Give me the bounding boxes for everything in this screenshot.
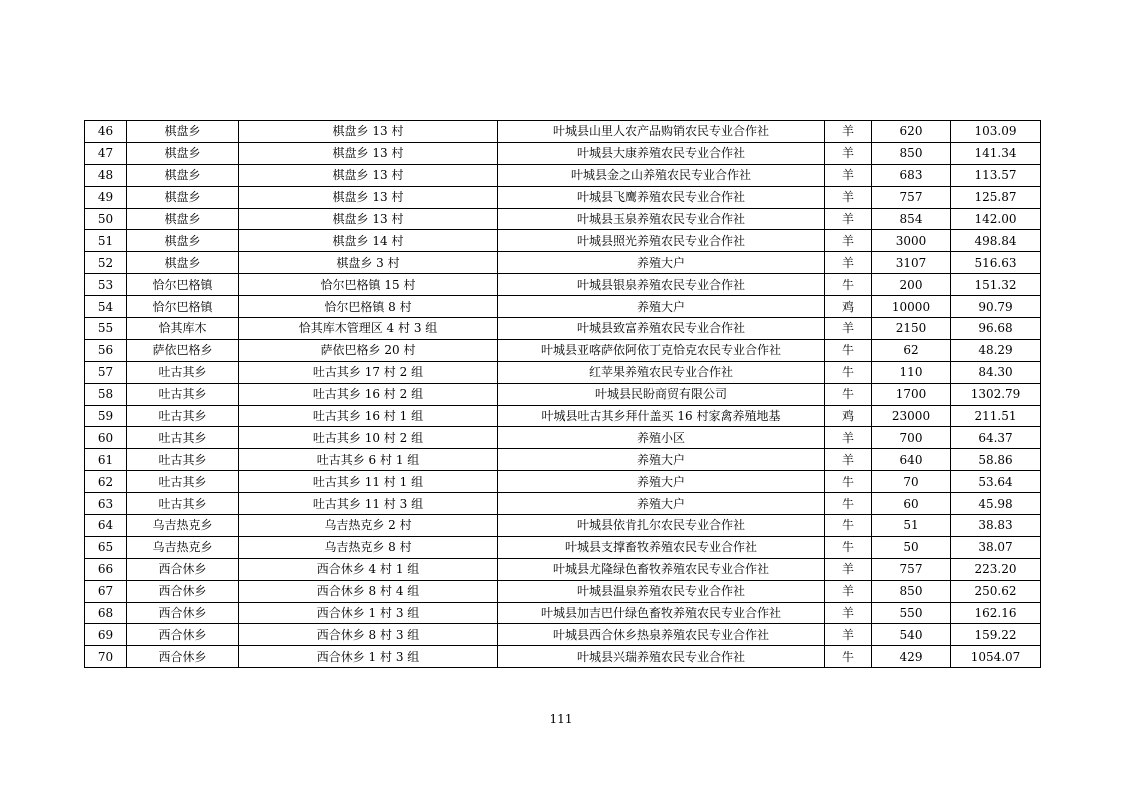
cell-quantity: 757 (872, 558, 951, 580)
cell-quantity: 429 (872, 646, 951, 668)
cell-quantity: 620 (872, 121, 951, 143)
cell-livestock-type: 羊 (825, 230, 872, 252)
cell-township: 吐古其乡 (127, 471, 239, 493)
table-body (85, 121, 1041, 668)
cell-quantity: 757 (872, 186, 951, 208)
table-row (85, 471, 1041, 493)
cell-township: 吐古其乡 (127, 449, 239, 471)
cell-row-index: 64 (85, 515, 127, 537)
cell-quantity: 550 (872, 602, 951, 624)
cell-township: 棋盘乡 (127, 142, 239, 164)
cell-entity-name: 叶城县兴瑞养殖农民专业合作社 (498, 646, 825, 668)
cell-village: 乌吉热克乡 2 村 (239, 515, 498, 537)
table-row (85, 646, 1041, 668)
cell-quantity: 3000 (872, 230, 951, 252)
cell-amount: 223.20 (951, 558, 1041, 580)
cell-livestock-type: 牛 (825, 536, 872, 558)
cell-township: 西合休乡 (127, 558, 239, 580)
cell-livestock-type: 羊 (825, 142, 872, 164)
cell-entity-name: 叶城县致富养殖农民专业合作社 (498, 318, 825, 340)
table-row (85, 164, 1041, 186)
cell-amount: 498.84 (951, 230, 1041, 252)
cell-row-index: 68 (85, 602, 127, 624)
cell-amount: 125.87 (951, 186, 1041, 208)
cell-amount: 58.86 (951, 449, 1041, 471)
cell-livestock-type: 羊 (825, 164, 872, 186)
cell-livestock-type: 羊 (825, 449, 872, 471)
cell-village: 西合休乡 8 村 4 组 (239, 580, 498, 602)
cell-quantity: 62 (872, 339, 951, 361)
table-row (85, 186, 1041, 208)
cell-village: 西合休乡 1 村 3 组 (239, 646, 498, 668)
cell-quantity: 51 (872, 515, 951, 537)
cell-entity-name: 叶城县金之山养殖农民专业合作社 (498, 164, 825, 186)
cell-row-index: 65 (85, 536, 127, 558)
cell-quantity: 23000 (872, 405, 951, 427)
cell-township: 西合休乡 (127, 602, 239, 624)
cell-livestock-type: 羊 (825, 602, 872, 624)
cell-village: 吐古其乡 16 村 1 组 (239, 405, 498, 427)
table-row (85, 602, 1041, 624)
cell-entity-name: 叶城县依肯扎尔农民专业合作社 (498, 515, 825, 537)
cell-livestock-type: 羊 (825, 318, 872, 340)
table-row (85, 427, 1041, 449)
cell-row-index: 56 (85, 339, 127, 361)
cell-entity-name: 叶城县飞鹰养殖农民专业合作社 (498, 186, 825, 208)
cell-entity-name: 叶城县温泉养殖农民专业合作社 (498, 580, 825, 602)
table-row (85, 515, 1041, 537)
table-row (85, 383, 1041, 405)
cell-township: 乌吉热克乡 (127, 536, 239, 558)
cell-row-index: 50 (85, 208, 127, 230)
cell-village: 吐古其乡 6 村 1 组 (239, 449, 498, 471)
cell-quantity: 200 (872, 274, 951, 296)
cell-amount: 1054.07 (951, 646, 1041, 668)
cell-township: 恰其库木 (127, 318, 239, 340)
cell-livestock-type: 牛 (825, 339, 872, 361)
cell-township: 吐古其乡 (127, 405, 239, 427)
cell-amount: 103.09 (951, 121, 1041, 143)
cell-village: 恰尔巴格镇 8 村 (239, 296, 498, 318)
cell-amount: 141.34 (951, 142, 1041, 164)
cell-entity-name: 叶城县山里人农产品购销农民专业合作社 (498, 121, 825, 143)
cell-row-index: 63 (85, 493, 127, 515)
cell-livestock-type: 牛 (825, 471, 872, 493)
cell-quantity: 2150 (872, 318, 951, 340)
cell-amount: 38.07 (951, 536, 1041, 558)
cell-township: 乌吉热克乡 (127, 515, 239, 537)
cell-amount: 53.64 (951, 471, 1041, 493)
cell-row-index: 70 (85, 646, 127, 668)
cell-village: 吐古其乡 17 村 2 组 (239, 361, 498, 383)
table-row (85, 296, 1041, 318)
cell-quantity: 850 (872, 580, 951, 602)
cell-entity-name: 养殖大户 (498, 296, 825, 318)
cell-entity-name: 养殖小区 (498, 427, 825, 449)
cell-row-index: 57 (85, 361, 127, 383)
cell-township: 西合休乡 (127, 646, 239, 668)
table-row (85, 624, 1041, 646)
cell-livestock-type: 羊 (825, 427, 872, 449)
cell-row-index: 49 (85, 186, 127, 208)
table-row (85, 230, 1041, 252)
table-row (85, 339, 1041, 361)
cell-township: 西合休乡 (127, 624, 239, 646)
cell-village: 棋盘乡 3 村 (239, 252, 498, 274)
cell-township: 西合休乡 (127, 580, 239, 602)
page-number: 111 (549, 712, 573, 726)
cell-row-index: 58 (85, 383, 127, 405)
cell-quantity: 60 (872, 493, 951, 515)
cell-livestock-type: 牛 (825, 361, 872, 383)
cell-entity-name: 叶城县西合休乡热泉养殖农民专业合作社 (498, 624, 825, 646)
cell-row-index: 48 (85, 164, 127, 186)
cell-village: 西合休乡 1 村 3 组 (239, 602, 498, 624)
cell-entity-name: 红苹果养殖农民专业合作社 (498, 361, 825, 383)
table-row (85, 361, 1041, 383)
cell-entity-name: 养殖大户 (498, 252, 825, 274)
cell-entity-name: 叶城县支撑畜牧养殖农民专业合作社 (498, 536, 825, 558)
cell-township: 棋盘乡 (127, 121, 239, 143)
cell-row-index: 66 (85, 558, 127, 580)
cell-quantity: 1700 (872, 383, 951, 405)
cell-amount: 1302.79 (951, 383, 1041, 405)
cell-row-index: 62 (85, 471, 127, 493)
cell-township: 恰尔巴格镇 (127, 274, 239, 296)
cell-township: 萨依巴格乡 (127, 339, 239, 361)
cell-entity-name: 叶城县吐古其乡拜什盖买 16 村家禽养殖地基 (498, 405, 825, 427)
cell-village: 棋盘乡 13 村 (239, 208, 498, 230)
cell-village: 吐古其乡 16 村 2 组 (239, 383, 498, 405)
cell-row-index: 47 (85, 142, 127, 164)
cell-livestock-type: 牛 (825, 383, 872, 405)
cell-quantity: 10000 (872, 296, 951, 318)
table-row (85, 252, 1041, 274)
cell-amount: 159.22 (951, 624, 1041, 646)
cell-entity-name: 叶城县照光养殖农民专业合作社 (498, 230, 825, 252)
cell-entity-name: 养殖大户 (498, 471, 825, 493)
cell-row-index: 69 (85, 624, 127, 646)
cell-livestock-type: 羊 (825, 208, 872, 230)
cell-entity-name: 叶城县加吉巴什绿色畜牧养殖农民专业合作社 (498, 602, 825, 624)
cell-livestock-type: 羊 (825, 186, 872, 208)
cell-quantity: 70 (872, 471, 951, 493)
cell-quantity: 854 (872, 208, 951, 230)
cell-row-index: 51 (85, 230, 127, 252)
cell-village: 棋盘乡 13 村 (239, 164, 498, 186)
table-row (85, 142, 1041, 164)
cell-village: 吐古其乡 11 村 1 组 (239, 471, 498, 493)
table-row (85, 318, 1041, 340)
cell-livestock-type: 羊 (825, 252, 872, 274)
cell-entity-name: 叶城县尤隆绿色畜牧养殖农民专业合作社 (498, 558, 825, 580)
cell-amount: 250.62 (951, 580, 1041, 602)
cell-amount: 45.98 (951, 493, 1041, 515)
cell-amount: 113.57 (951, 164, 1041, 186)
cell-livestock-type: 羊 (825, 624, 872, 646)
cell-amount: 64.37 (951, 427, 1041, 449)
cell-row-index: 54 (85, 296, 127, 318)
cell-amount: 90.79 (951, 296, 1041, 318)
table-row (85, 405, 1041, 427)
cell-row-index: 67 (85, 580, 127, 602)
cell-row-index: 53 (85, 274, 127, 296)
cell-livestock-type: 羊 (825, 558, 872, 580)
cell-row-index: 61 (85, 449, 127, 471)
cell-entity-name: 叶城县亚喀萨依阿依丁克恰克农民专业合作社 (498, 339, 825, 361)
cell-quantity: 540 (872, 624, 951, 646)
cell-entity-name: 叶城县银泉养殖农民专业合作社 (498, 274, 825, 296)
cell-village: 恰其库木管理区 4 村 3 组 (239, 318, 498, 340)
table-row (85, 274, 1041, 296)
cell-livestock-type: 牛 (825, 274, 872, 296)
cell-village: 西合休乡 4 村 1 组 (239, 558, 498, 580)
table-row (85, 208, 1041, 230)
cell-village: 棋盘乡 13 村 (239, 142, 498, 164)
cell-row-index: 60 (85, 427, 127, 449)
cell-entity-name: 叶城县民盼商贸有限公司 (498, 383, 825, 405)
cell-township: 棋盘乡 (127, 186, 239, 208)
cell-village: 吐古其乡 11 村 3 组 (239, 493, 498, 515)
cell-amount: 142.00 (951, 208, 1041, 230)
table-row (85, 449, 1041, 471)
cell-row-index: 46 (85, 121, 127, 143)
cell-township: 吐古其乡 (127, 361, 239, 383)
cell-livestock-type: 羊 (825, 121, 872, 143)
cell-township: 吐古其乡 (127, 493, 239, 515)
table-row (85, 536, 1041, 558)
cell-row-index: 59 (85, 405, 127, 427)
cell-amount: 96.68 (951, 318, 1041, 340)
cell-village: 乌吉热克乡 8 村 (239, 536, 498, 558)
cell-quantity: 700 (872, 427, 951, 449)
cell-livestock-type: 牛 (825, 515, 872, 537)
cell-row-index: 55 (85, 318, 127, 340)
table-row (85, 493, 1041, 515)
cell-entity-name: 养殖大户 (498, 493, 825, 515)
cell-village: 棋盘乡 14 村 (239, 230, 498, 252)
cell-quantity: 50 (872, 536, 951, 558)
cell-livestock-type: 牛 (825, 493, 872, 515)
cell-entity-name: 叶城县大康养殖农民专业合作社 (498, 142, 825, 164)
cell-amount: 84.30 (951, 361, 1041, 383)
table-row (85, 580, 1041, 602)
table-row (85, 121, 1041, 143)
data-table (84, 120, 1041, 668)
cell-entity-name: 养殖大户 (498, 449, 825, 471)
table-row (85, 558, 1041, 580)
cell-village: 萨依巴格乡 20 村 (239, 339, 498, 361)
cell-amount: 151.32 (951, 274, 1041, 296)
cell-village: 恰尔巴格镇 15 村 (239, 274, 498, 296)
cell-amount: 38.83 (951, 515, 1041, 537)
cell-village: 吐古其乡 10 村 2 组 (239, 427, 498, 449)
cell-township: 棋盘乡 (127, 208, 239, 230)
cell-entity-name: 叶城县玉泉养殖农民专业合作社 (498, 208, 825, 230)
cell-quantity: 110 (872, 361, 951, 383)
cell-township: 吐古其乡 (127, 427, 239, 449)
cell-quantity: 640 (872, 449, 951, 471)
cell-village: 西合休乡 8 村 3 组 (239, 624, 498, 646)
cell-livestock-type: 羊 (825, 580, 872, 602)
cell-quantity: 3107 (872, 252, 951, 274)
cell-amount: 48.29 (951, 339, 1041, 361)
cell-amount: 162.16 (951, 602, 1041, 624)
cell-amount: 211.51 (951, 405, 1041, 427)
cell-township: 棋盘乡 (127, 230, 239, 252)
cell-livestock-type: 鸡 (825, 405, 872, 427)
cell-livestock-type: 牛 (825, 646, 872, 668)
cell-amount: 516.63 (951, 252, 1041, 274)
cell-quantity: 850 (872, 142, 951, 164)
cell-township: 吐古其乡 (127, 383, 239, 405)
cell-row-index: 52 (85, 252, 127, 274)
cell-livestock-type: 鸡 (825, 296, 872, 318)
cell-quantity: 683 (872, 164, 951, 186)
cell-village: 棋盘乡 13 村 (239, 121, 498, 143)
cell-township: 棋盘乡 (127, 252, 239, 274)
cell-village: 棋盘乡 13 村 (239, 186, 498, 208)
cell-township: 棋盘乡 (127, 164, 239, 186)
cell-township: 恰尔巴格镇 (127, 296, 239, 318)
